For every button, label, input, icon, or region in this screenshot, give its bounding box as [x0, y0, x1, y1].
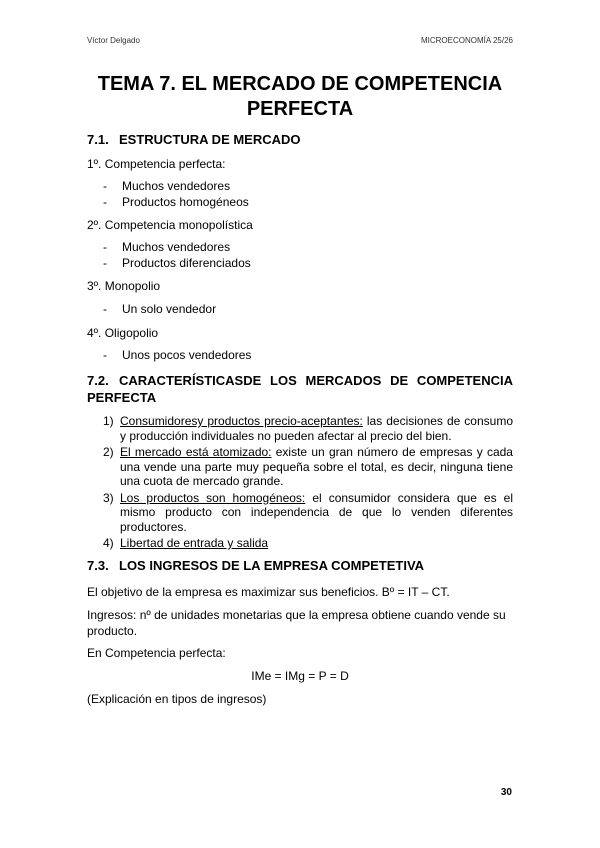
numbered-list [103, 414, 513, 553]
group-label: 2º. Competencia monopolística [87, 218, 253, 232]
paragraph: En Competencia perfecta: [87, 646, 226, 660]
section-7-3-heading [87, 557, 513, 574]
paragraph: (Explicación en tipos de ingresos) [87, 692, 267, 706]
dash-list [103, 239, 251, 271]
paragraph: El objetivo de la empresa es maximizar sus beneficios. Bº = IT – CT. [87, 585, 450, 599]
list-item: - Muchos vendedores [103, 179, 231, 193]
section-7-1-heading [87, 131, 513, 148]
course-name: MICROECONOMÍA 25/26 [420, 36, 513, 45]
section-title: ESTRUCTURA DE MERCADO [119, 132, 301, 147]
author-name: Víctor Delgado [87, 36, 140, 45]
title-line-1: TEMA 7. EL MERCADO DE COMPETENCIA [97, 73, 503, 95]
group-label: 1º. Competencia perfecta: [87, 157, 226, 171]
section-number: 7.2. [87, 373, 109, 388]
list-item: - Productos homogéneos [103, 195, 249, 209]
list-item: 1) Consumidoresy productos precio-aceptantes: las decisiones de consumo y producción individuales no pueden afectar al precio del bien. [103, 414, 513, 443]
page-header [87, 36, 513, 45]
section-number: 7.1. [87, 132, 109, 147]
page-number: 30 [500, 787, 512, 798]
dash-list [103, 178, 249, 210]
paragraph: Ingresos: nº de unidades monetarias que la empresa obtiene cuando vende su producto. [87, 608, 506, 638]
list-item: - Productos diferenciados [103, 256, 251, 270]
group-label: 3º. Monopolio [87, 279, 161, 293]
title-line-2: PERFECTA [246, 98, 354, 120]
page-title [80, 72, 520, 122]
dash-list [103, 347, 251, 363]
group-label: 4º. Oligopolio [87, 326, 159, 340]
section-title: CARACTERÍSTICASDE LOS MERCADOS DE COMPETENCIA PERFECTA [87, 373, 513, 405]
section-7-2-heading [87, 372, 513, 406]
list-item: 4) Libertad de entrada y salida [103, 536, 269, 550]
dash-list [103, 301, 216, 317]
list-item: - Muchos vendedores [103, 240, 231, 254]
formula: IMe = IMg = P = D [251, 669, 349, 683]
section-title: LOS INGRESOS DE LA EMPRESA COMPETETIVA [119, 558, 425, 573]
list-item: - Un solo vendedor [103, 302, 217, 316]
section-number: 7.3. [87, 558, 109, 573]
list-item: 2) El mercado está atomizado: existe un gran número de empresas y cada una vende una parte muy pequeña sobre el total, es decir, ninguna tiene una cuota de mercado grande. [103, 445, 513, 488]
list-item: 3) Los productos son homogéneos: el consumidor considera que es el mismo producto con independencia de que lo venden diferentes productores. [103, 490, 513, 534]
list-item: - Unos pocos vendedores [103, 348, 252, 362]
